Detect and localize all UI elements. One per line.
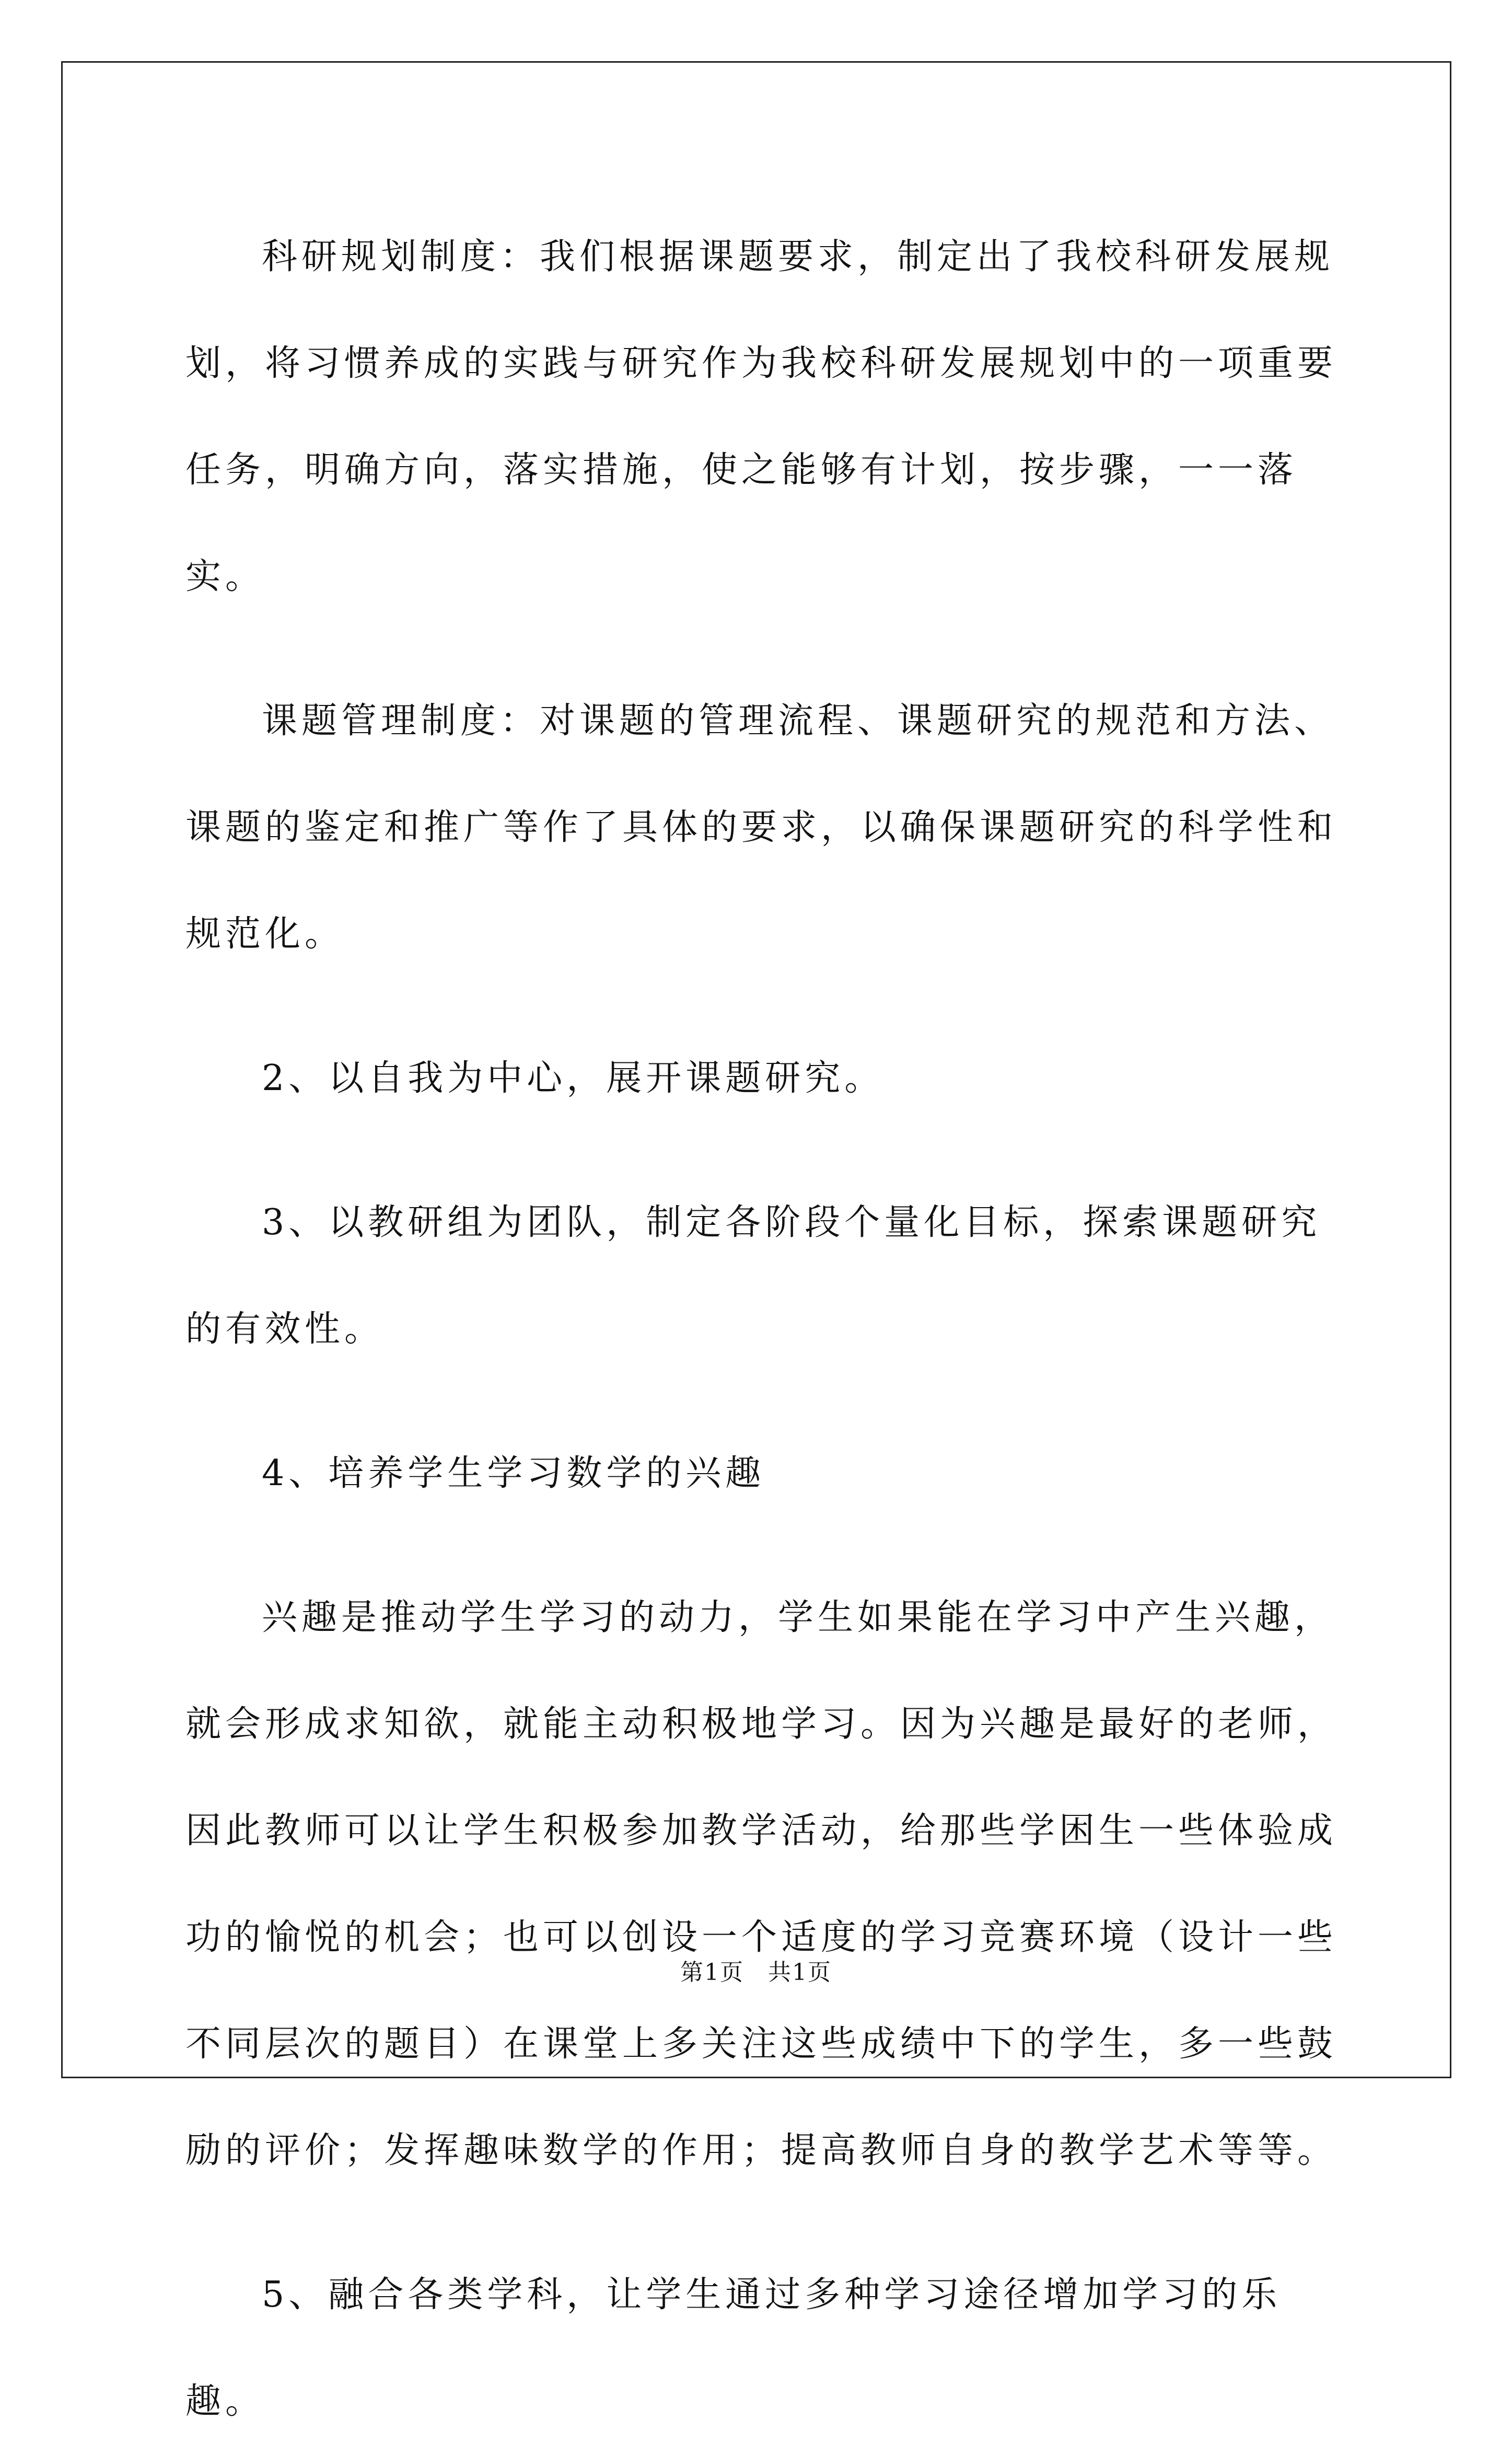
paragraph-item-5: 5、融合各类学科，让学生通过多种学习途径增加学习的乐趣。 [185,2274,1282,2422]
page-number-footer: 第1页 共1页 [680,1959,832,1986]
paragraph-item-4-heading: 4、培养学生学习数学的兴趣 [262,1453,765,1494]
paragraph-interest: 兴趣是推动学生学习的动力，学生如果能在学习中产生兴趣，就会形成求知欲，就能主动积极地学习。因为兴趣是最好的老师，因此教师可以让学生积极参加教学活动，给那些学困生一些体验成功的愉悦的机会；也可以创设一个适度的学习竞赛环境（设计一些不同层次的题目）在课堂上多关注这些成绩中下的学生，多一些鼓励的评价；发挥趣味数学的作用；提高教师自身的教学艺术等等。 [185,1597,1337,2171]
paragraph-item-3: 3、以教研组为团队，制定各阶段个量化目标，探索课题研究的有效性。 [185,1202,1321,1350]
paragraph-research-planning: 科研规划制度：我们根据课题要求，制定出了我校科研发展规划，将习惯养成的实践与研究作为我校科研发展规划中的一项重要任务，明确方向，落实措施，使之能够有计划，按步骤，一一落实。 [185,236,1337,597]
document-body [185,204,1356,2455]
paragraph-topic-management: 课题管理制度：对课题的管理流程、课题研究的规范和方法、课题的鉴定和推广等作了具体的要求，以确保课题研究的科学性和规范化。 [185,700,1337,955]
paragraph-item-2: 2、以自我为中心，展开课题研究。 [262,1058,885,1099]
